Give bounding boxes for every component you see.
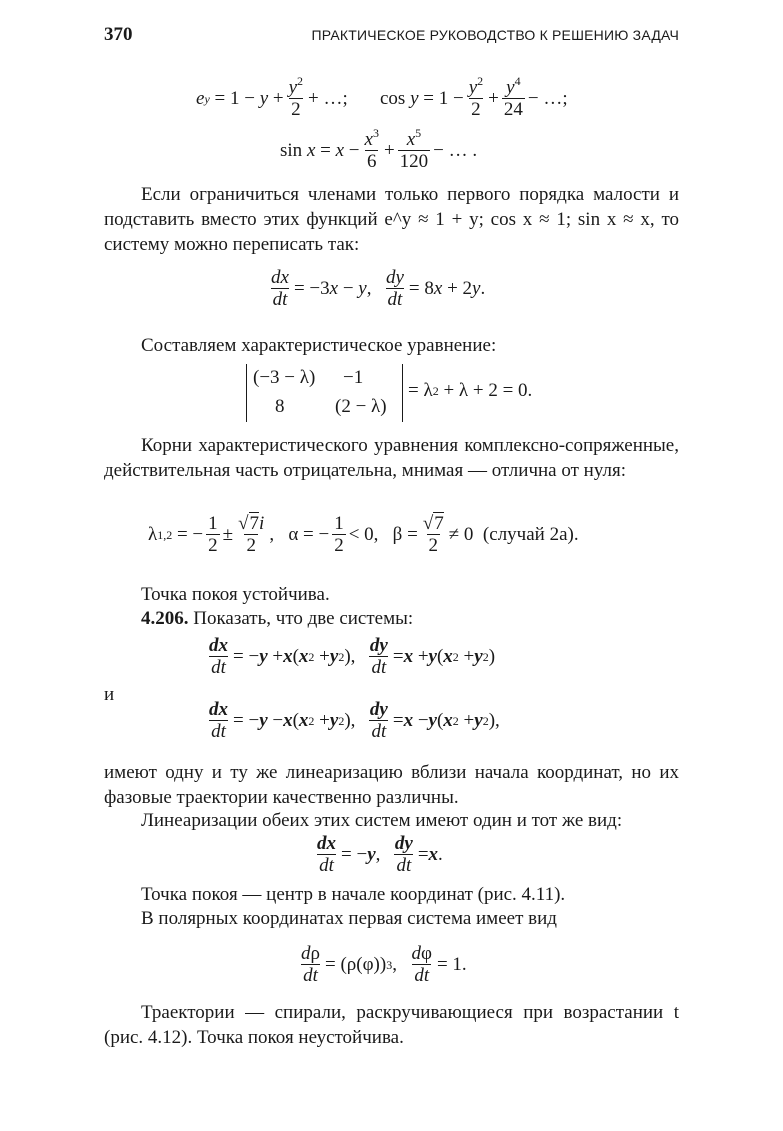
page-number: 370 [104, 24, 133, 45]
paragraph-roots: Корни характеристического уравнения комплексно-сопряженные, действительная часть отрицательна, мнимая — отлична от нуля: [104, 435, 679, 481]
paragraph-stable: Точка покоя устойчива. [141, 584, 330, 605]
paragraph-polar: В полярных координатах первая система имеет вид [141, 908, 557, 929]
series-ey-formula: e y = 1 − y + $y^2$ 2 + …; [196, 74, 348, 120]
paragraph-linearize: Если ограничиться членами только первого порядка малости и подставить вместо этих функций e^y ≈ 1 + y; cos x ≈ 1; sin x ≈ x, то систему можно переписать так: [104, 184, 679, 255]
running-title: ПРАКТИЧЕСКОЕ РУКОВОДСТВО К РЕШЕНИЮ ЗАДАЧ [311, 27, 679, 43]
paragraph-linearization-form: Линеаризации обеих этих систем имеют один и тот же вид: [141, 810, 623, 831]
series-cos-formula: cos y = 1 − $y^2$ 2 + $y^4$ 24 − …; [380, 74, 568, 120]
paragraph-spirals: Траектории — спирали, раскручивающиеся при возрастании t (рис. 4.12). Точка покоя неустойчива. [104, 1002, 679, 1048]
series-sin-formula: sin x = x − $x^3$ 6 + $x^5$ 120 − … . [280, 126, 478, 172]
problem-number: 4.206. [141, 608, 189, 629]
system-2-formula: dx dt = − y − x ( x 2 + y 2 ), dy dt = x − y ( x 2 + y 2 ), [209, 699, 500, 742]
problem-statement [104, 606, 679, 631]
system-1-formula: dx dt = − y + x ( x 2 + y 2 ), dy dt = x + y ( x 2 + y 2 ) [209, 635, 496, 678]
linear-system-formula: dx dt = −3 x − y , dy dt = 8 x + 2 y . [271, 267, 486, 310]
problem-text: Показать, что две системы: [188, 608, 414, 629]
determinant: (−3 − λ) −1 8 (2 − λ) [246, 364, 403, 422]
paragraph-same-linearization: имеют одну и ту же линеаризацию вблизи начала координат, но их фазовые траектории качественно различны. [104, 762, 679, 808]
char-polynomial: = λ 2 + λ + 2 = 0. [408, 380, 533, 401]
polar-formula-full: dρ dt = (ρ(φ)) 3 , dφ dt = 1. [301, 943, 467, 986]
linearization-formula: dx dt = − y , dy dt = x . [317, 833, 443, 876]
page-header [104, 24, 679, 50]
roots-formula: λ 1,2 = − 1 2 ± √7i 2 , α = − 1 2 < 0, β = √7 2 ≠ 0 (случай 2а). [148, 513, 579, 556]
paragraph-center: Точка покоя — центр в начале координат (рис. 4.11). [141, 884, 566, 905]
paragraph-char-eq: Составляем характеристическое уравнение: [141, 335, 497, 356]
conjunction: и [104, 684, 115, 705]
